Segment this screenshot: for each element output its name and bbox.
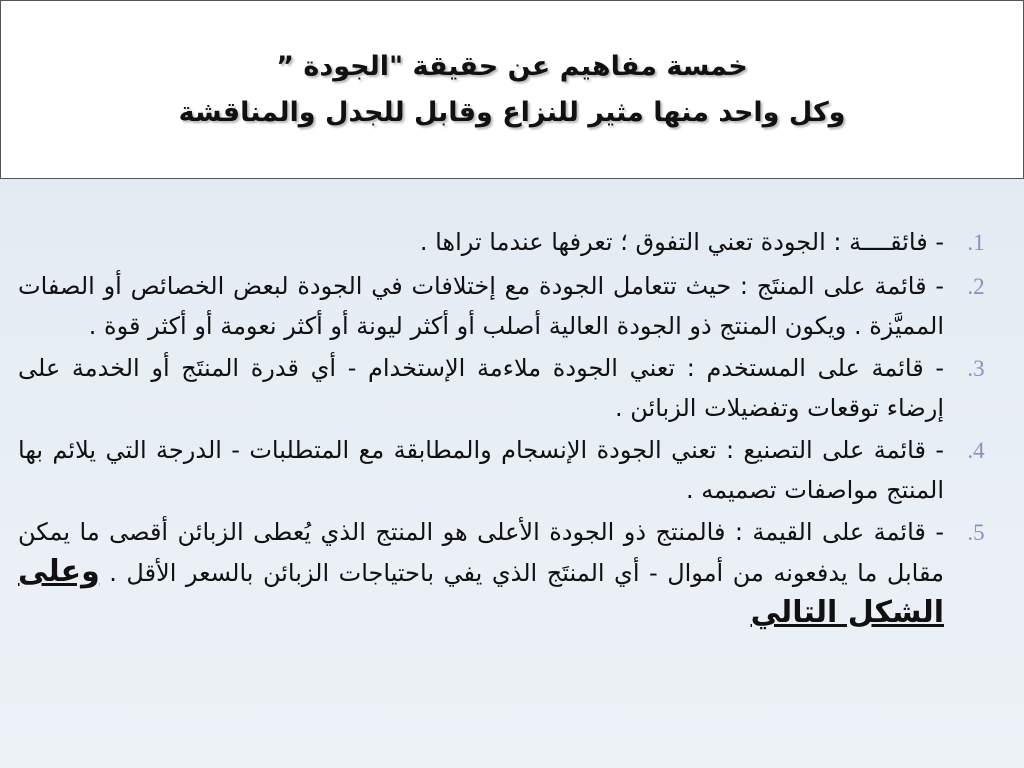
list-item-4	[14, 430, 1008, 510]
list-item-1	[14, 222, 1008, 264]
list-item-text: - قائمة على التصنيع : تعني الجودة الإنسجام والمطابقة مع المتطلبات - الدرجة التي يلائم بها المنتج مواصفات تصميمه .	[18, 436, 944, 504]
list-number: 1.	[967, 230, 985, 255]
list-item-text-wrap	[14, 512, 944, 634]
list-item-3	[14, 348, 1008, 428]
numbered-list	[14, 222, 1008, 636]
list-item-text: - قائمة على القيمة : فالمنتج ذو الجودة الأعلى هو المنتج الذي يُعطى الزبائن أقصى ما يمكن مقابل ما يدفعونه من أموال - أي المنتَج الذي يفي باحتياجات الزبائن بالسعر الأقل .	[18, 518, 944, 587]
list-item-text: - فائقــــة : الجودة تعني التفوق ؛ تعرفها عندما تراها .	[419, 228, 944, 256]
slide-title-line-1: خمسة مفاهيم عن حقيقة "الجودة ”	[276, 50, 748, 82]
list-number: 4.	[967, 438, 985, 463]
list-number: 3.	[967, 356, 985, 381]
list-item-text: - قائمة على المستخدم : تعني الجودة ملاءمة الإستخدام - أي قدرة المنتَج أو الخدمة على إرضاء توقعات وتفضيلات الزبائن .	[18, 354, 944, 422]
list-number: 5.	[967, 520, 985, 545]
slide-title-line-2: وكل واحد منها مثير للنزاع وقابل للجدل والمناقشة	[178, 96, 846, 128]
emphasis-text: وعلى الشكل التالي	[18, 554, 944, 630]
list-item-2	[14, 266, 1008, 346]
list-number: 2.	[967, 274, 985, 299]
title-box	[0, 0, 1024, 179]
list-item-5	[14, 512, 1008, 634]
list-item-text: - قائمة على المنتَج : حيث تتعامل الجودة مع إختلافات في الجودة لبعض الخصائص أو الصفات المميَّزة . ويكون المنتج ذو الجودة العالية أصلب أو أكثر ليونة أو أكثر نعومة أو أكثر قوة .	[18, 272, 944, 340]
